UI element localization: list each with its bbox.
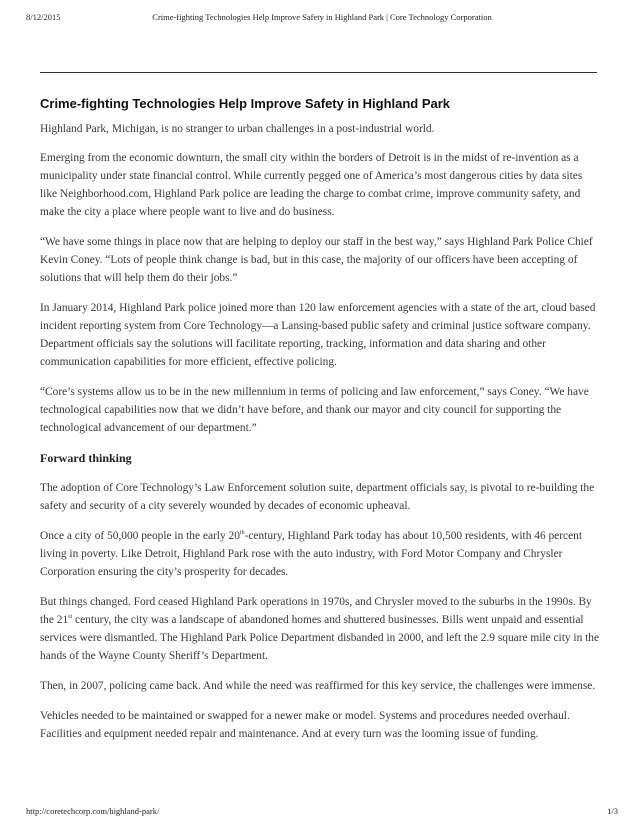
paragraph-8-ordinal: st (68, 614, 73, 621)
paragraph-5: “Core’s systems allow us to be in the new millennium in terms of policing and law enforcement,” says Coney. “We have technological capabilities now that we didn’t have before, and thank our mayor and city council for supporting the technological advancement of our department.” (40, 386, 589, 434)
paragraph-7-ordinal: th (239, 530, 245, 537)
header-divider (40, 72, 597, 73)
paragraph-8 (40, 593, 600, 665)
paragraph-2: Emerging from the economic downturn, the small city within the borders of Detroit is in the midst of re-invention as a municipality under state financial control. While currently pegged one of America’s most dangerous cities by data sites like Neighborhood.com, Highland Park police are leading the charge to combat crime, improve community safety, and make the city a place where people want to live and do business. (40, 152, 583, 218)
paragraph-3: “We have some things in place now that are helping to deploy our staff in the best way,” says Highland Park Police Chief Kevin Coney. “Lots of people think change is bad, but in this case, the majority of our officers have been accepting of solutions that will help them do their jobs.” (40, 236, 593, 284)
print-page-number: 1/3 (607, 806, 618, 816)
print-date: 8/12/2015 (26, 12, 61, 22)
paragraph-8-part-a: But things changed. Ford ceased Highland Park operations in 1970s, and Chrysler moved to the suburbs in the 1990s. By the 21 (40, 596, 592, 626)
paragraph-4: In January 2014, Highland Park police joined more than 120 law enforcement agencies with a state of the art, cloud based incident reporting system from Core Technology—a Lansing-based public safety and criminal justice software company. Department officials say the solutions will facilitate reporting, tracking, information and data sharing and other communication capabilities for more efficient, effective policing. (40, 302, 596, 368)
paragraph-8-part-b: century, the city was a landscape of abandoned homes and shuttered businesses. Bills went unpaid and essential services were dismantled. The Highland Park Police Department disbanded in 2000, and left the 2.9 square mile city in the hands of the Wayne County Sheriff’s Department. (40, 614, 600, 662)
print-page-title: Crime-fighting Technologies Help Improve Safety in Highland Park | Core Technology Corporation (152, 12, 492, 22)
paragraph-1: Highland Park, Michigan, is no stranger to urban challenges in a post-industrial world. (40, 123, 435, 135)
paragraph-7-part-b: -century, Highland Park today has about 10,500 residents, with 46 percent living in poverty. Like Detroit, Highland Park rose with the auto industry, with Ford Motor Company and Chrysler Corporation ensuring the city’s prosperity for decades. (40, 530, 582, 578)
section-subhead: Forward thinking (40, 451, 132, 465)
article-body (40, 95, 600, 755)
paragraph-7 (40, 527, 600, 581)
paragraph-7-part-a: Once a city of 50,000 people in the early 20 (40, 530, 240, 542)
print-url: http://coretechcorp.com/highland-park/ (26, 806, 160, 816)
print-footer (26, 806, 618, 818)
paragraph-10: Vehicles needed to be maintained or swapped for a newer make or model. Systems and procedures needed overhaul. Facilities and equipment needed repair and maintenance. And at every turn was the looming issue of funding. (40, 710, 570, 740)
article-headline: Crime-fighting Technologies Help Improve Safety in Highland Park (40, 96, 451, 111)
paragraph-6: The adoption of Core Technology’s Law Enforcement solution suite, department officials say, is pivotal to re-building the safety and security of a city severely wounded by decades of economic upheaval. (40, 482, 595, 512)
paragraph-9: Then, in 2007, policing came back. And while the need was reaffirmed for this key service, the challenges were immense. (40, 680, 596, 692)
print-header (26, 12, 618, 26)
